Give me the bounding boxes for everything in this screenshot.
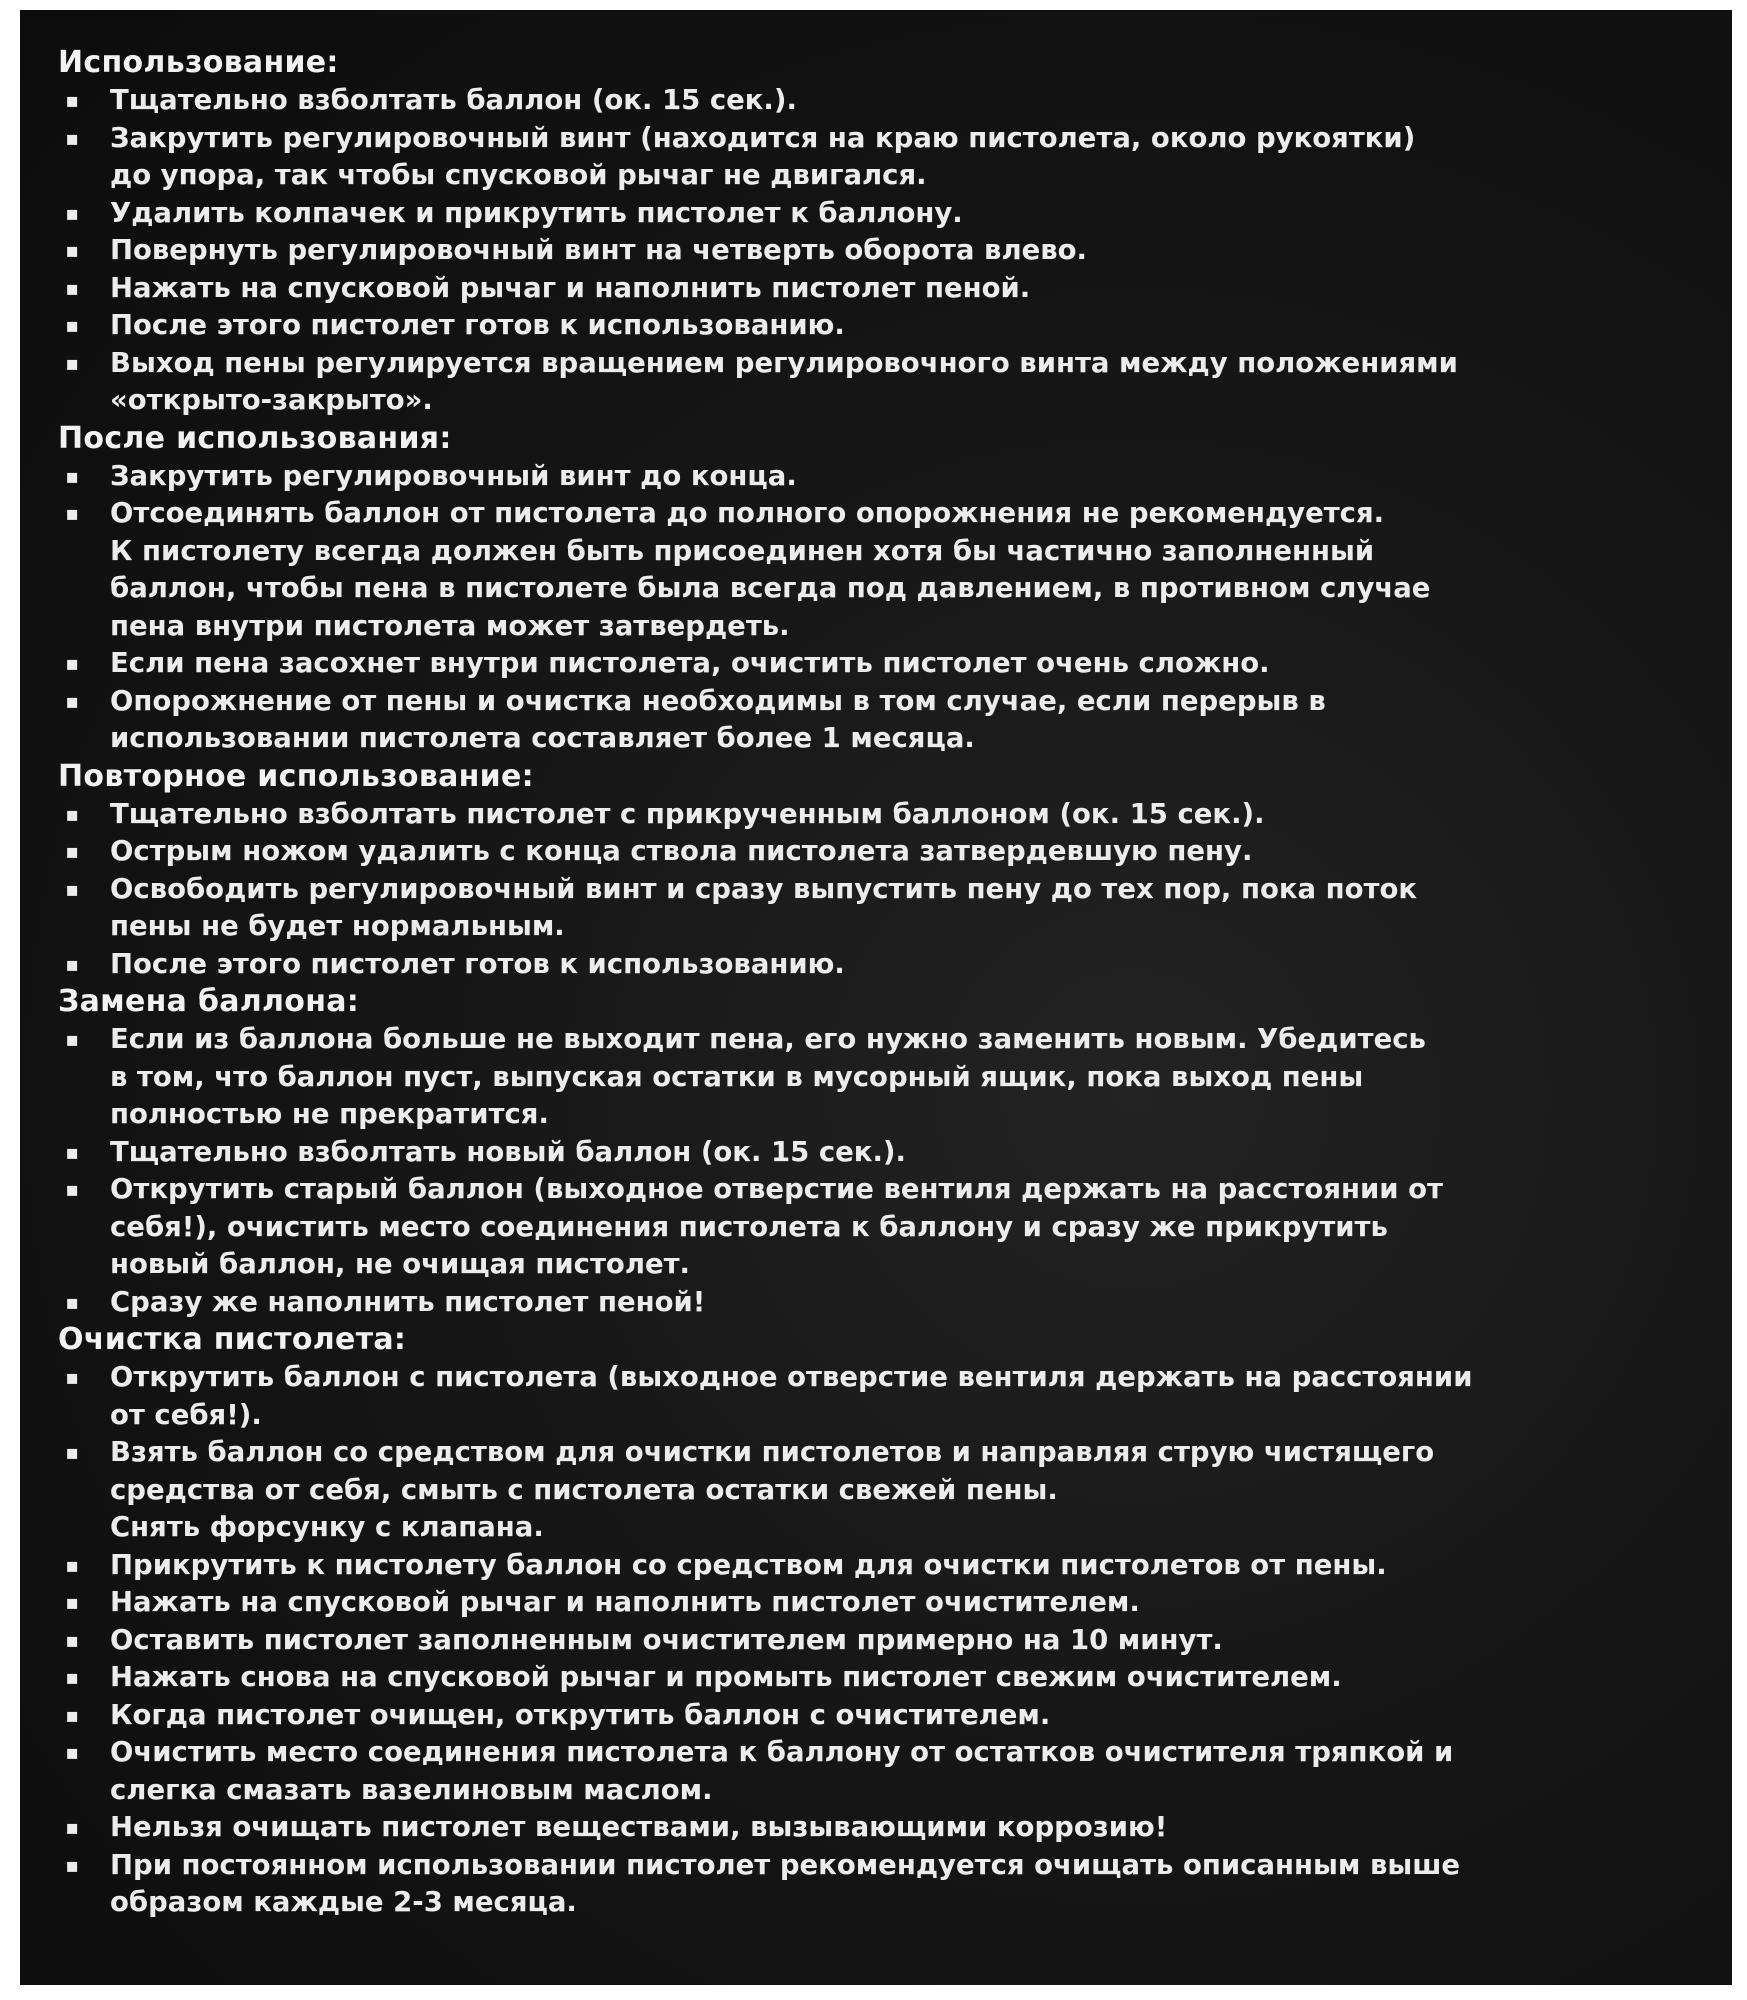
bullet-icon: ▪ xyxy=(65,313,79,337)
bullet-icon: ▪ xyxy=(65,651,79,675)
list-item xyxy=(58,1622,1694,1660)
item-text-line: Нельзя очищать пистолет веществами, вызывающими коррозию! xyxy=(110,1811,1168,1843)
item-text-line: полностью не прекратится. xyxy=(110,1098,549,1130)
bullet-icon: ▪ xyxy=(65,275,79,300)
item-text-line: Нажать снова на спусковой рычаг и промыть пистолет свежим очистителем. xyxy=(110,1661,1342,1693)
section-title: Очистка пистолета: xyxy=(58,1322,407,1357)
list-item xyxy=(58,946,1694,984)
section-title: Использование: xyxy=(58,45,339,80)
section-title: Повторное использование: xyxy=(58,758,534,794)
bullet-icon: ▪ xyxy=(65,951,79,976)
bullet-icon: ▪ xyxy=(65,1627,79,1652)
item-text-line: Нажать на спусковой рычаг и наполнить пистолет очистителем. xyxy=(110,1586,1140,1618)
item-text-line: до упора, так чтобы спусковой рычаг не двигался. xyxy=(110,159,927,191)
item-text-line: Когда пистолет очищен, открутить баллон с очистителем. xyxy=(110,1698,1051,1731)
item-text-line: пены не будет нормальным. xyxy=(110,910,565,942)
list-item xyxy=(58,232,1694,270)
item-text-line: Если пена засохнет внутри пистолета, очистить пистолет очень сложно. xyxy=(110,647,1270,679)
item-text-line: К пистолету всегда должен быть присоединен хотя бы частично заполненный xyxy=(110,534,1375,567)
item-text-line: Снять форсунку с клапана. xyxy=(110,1511,544,1543)
section xyxy=(58,983,1694,1321)
item-text-line: После этого пистолет готов к использованию. xyxy=(110,947,845,980)
item-text-line: в том, что баллон пуст, выпуская остатки в мусорный ящик, пока выход пены xyxy=(110,1060,1364,1093)
bullet-icon: ▪ xyxy=(65,876,79,901)
item-text-line: Тщательно взболтать новый баллон (ок. 15 сек.). xyxy=(110,1135,906,1168)
item-text-line: себя!), очистить место соединения пистолета к баллону и сразу же прикрутить xyxy=(110,1210,1388,1243)
bullet-icon: ▪ xyxy=(65,1027,79,1051)
item-text-line: новый баллон, не очищая пистолет. xyxy=(110,1248,690,1280)
list-item xyxy=(58,1697,1694,1735)
item-text-line: Повернуть регулировочный винт на четверть оборота влево. xyxy=(110,234,1087,266)
bullet-icon: ▪ xyxy=(65,88,79,112)
list-item xyxy=(58,1847,1694,1922)
list-item xyxy=(58,833,1694,871)
bullet-icon: ▪ xyxy=(65,1552,79,1577)
item-text-line: образом каждые 2-3 месяца. xyxy=(110,1886,577,1918)
list-item xyxy=(58,871,1694,946)
bullet-icon: ▪ xyxy=(65,688,79,713)
item-text-line: Прикрутить к пистолету баллон со средством для очистки пистолетов от пены. xyxy=(110,1548,1387,1581)
section-title: Замена баллона: xyxy=(58,984,360,1019)
item-text-line: Освободить регулировочный винт и сразу выпустить пену до тех пор, пока поток xyxy=(110,872,1418,905)
bullet-icon: ▪ xyxy=(65,125,79,150)
section xyxy=(58,1321,1694,1922)
item-text-line: Удалить колпачек и прикрутить пистолет к баллону. xyxy=(110,196,963,229)
list-item xyxy=(58,1659,1694,1697)
list-item xyxy=(58,195,1694,233)
item-text-line: После этого пистолет готов к использованию. xyxy=(110,309,845,341)
section xyxy=(58,44,1694,420)
instruction-text xyxy=(58,44,1694,1922)
list-item xyxy=(58,1734,1694,1809)
list-item xyxy=(58,307,1694,345)
bullet-icon: ▪ xyxy=(65,501,79,525)
bullet-icon: ▪ xyxy=(65,1289,79,1314)
item-text-line: Отсоединять баллон от пистолета до полного опорожнения не рекомендуется. xyxy=(110,497,1385,529)
item-text-line: Нажать на спусковой рычаг и наполнить пистолет пеной. xyxy=(110,271,1031,304)
item-text-line: Выход пены регулируется вращением регулировочного винта между положениями xyxy=(110,346,1458,379)
list-item xyxy=(58,495,1694,645)
item-text-line: Взять баллон со средством для очистки пистолетов и направляя струю чистящего xyxy=(110,1436,1435,1468)
list-item xyxy=(58,1134,1694,1172)
list-item xyxy=(58,458,1694,496)
item-list xyxy=(58,796,1694,984)
item-text-line: Оставить пистолет заполненным очистителем примерно на 10 минут. xyxy=(110,1623,1223,1656)
bullet-icon: ▪ xyxy=(65,839,79,863)
item-list xyxy=(58,82,1694,420)
item-text-line: слегка смазать вазелиновым маслом. xyxy=(110,1773,713,1806)
item-text-line: Очистить место соединения пистолета к баллону от остатков очистителя тряпкой и xyxy=(110,1736,1454,1768)
item-text-line: баллон, чтобы пена в пистолете была всегда под давлением, в противном случае xyxy=(110,572,1431,604)
item-list xyxy=(58,1021,1694,1321)
list-item xyxy=(58,683,1694,758)
item-text-line: Закрутить регулировочный винт (находится на краю пистолета, около рукоятки) xyxy=(110,121,1416,154)
bullet-icon: ▪ xyxy=(65,463,79,488)
list-item xyxy=(58,1584,1694,1622)
bullet-icon: ▪ xyxy=(65,1665,79,1689)
list-item xyxy=(58,645,1694,683)
bullet-icon: ▪ xyxy=(65,1440,79,1464)
list-item xyxy=(58,270,1694,308)
list-item xyxy=(58,1434,1694,1547)
list-item xyxy=(58,82,1694,120)
section xyxy=(58,420,1694,758)
bullet-icon: ▪ xyxy=(65,1702,79,1727)
item-text-line: Острым ножом удалить с конца ствола пистолета затвердевшую пену. xyxy=(110,835,1253,867)
item-text-line: Закрутить регулировочный винт до конца. xyxy=(110,459,797,492)
bullet-icon: ▪ xyxy=(65,238,79,262)
list-item xyxy=(58,1809,1694,1847)
bullet-icon: ▪ xyxy=(65,200,79,225)
item-text-line: Сразу же наполнить пистолет пеной! xyxy=(110,1285,706,1318)
section xyxy=(58,758,1694,984)
bullet-icon: ▪ xyxy=(65,1815,79,1839)
item-text-line: Открутить баллон с пистолета (выходное отверстие вентиля держать на расстоянии xyxy=(110,1361,1473,1393)
list-item xyxy=(58,1547,1694,1585)
item-text-line: Открутить старый баллон (выходное отверстие вентиля держать на расстоянии от xyxy=(110,1173,1443,1205)
bullet-icon: ▪ xyxy=(65,1740,79,1764)
bullet-icon: ▪ xyxy=(65,1590,79,1614)
item-text-line: использовании пистолета составляет более 1 месяца. xyxy=(110,722,975,754)
list-item xyxy=(58,796,1694,834)
instruction-panel xyxy=(20,10,1732,1985)
item-text-line: Тщательно взболтать пистолет с прикрученным баллоном (ок. 15 сек.). xyxy=(110,797,1265,830)
item-text-line: пена внутри пистолета может затвердеть. xyxy=(110,609,790,642)
item-list xyxy=(58,1359,1694,1922)
list-item xyxy=(58,345,1694,420)
item-text-line: средства от себя, смыть с пистолета остатки свежей пены. xyxy=(110,1473,1058,1506)
list-item xyxy=(58,120,1694,195)
item-text-line: Опорожнение от пены и очистка необходимы в том случае, если перерыв в xyxy=(110,684,1326,717)
list-item xyxy=(58,1359,1694,1434)
list-item xyxy=(58,1171,1694,1284)
item-text-line: Тщательно взболтать баллон (ок. 15 сек.). xyxy=(110,84,797,116)
bullet-icon: ▪ xyxy=(65,1177,79,1201)
bullet-icon: ▪ xyxy=(65,350,79,375)
item-text-line: от себя!). xyxy=(110,1398,262,1431)
item-text-line: При постоянном использовании пистолет рекомендуется очищать описанным выше xyxy=(110,1848,1461,1881)
bullet-icon: ▪ xyxy=(65,1852,79,1877)
list-item xyxy=(58,1021,1694,1134)
item-list xyxy=(58,458,1694,758)
bullet-icon: ▪ xyxy=(65,801,79,826)
bullet-icon: ▪ xyxy=(65,1365,79,1389)
item-text-line: Если из баллона больше не выходит пена, его нужно заменить новым. Убедитесь xyxy=(110,1023,1426,1055)
item-text-line: «открыто-закрыто». xyxy=(110,384,433,416)
list-item xyxy=(58,1284,1694,1322)
bullet-icon: ▪ xyxy=(65,1139,79,1164)
section-title: После использования: xyxy=(58,420,452,456)
